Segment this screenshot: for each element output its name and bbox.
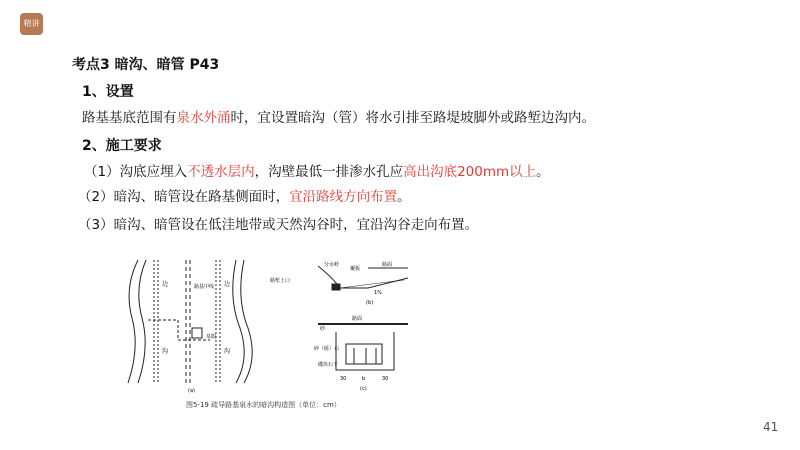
text: 。 [397, 189, 411, 205]
fig-label-sub-b: (b) [366, 300, 374, 306]
figure-caption: 图5-19 疏导路基泉水的暗沟构造图（单位：cm） [186, 401, 341, 409]
page-number: 41 [763, 420, 779, 434]
highlight-text: 泉水外涌 [176, 110, 231, 126]
fig-label-watershed: 分水岭 [324, 262, 340, 268]
fig-label-gou-2: 沟 [224, 348, 231, 355]
fig-label-slope: 1% [374, 290, 382, 296]
fig-label-cover-plate: 覆板 [350, 266, 361, 272]
requirement-item-2 [78, 185, 411, 205]
fig-label-crushed-stone: 碎（砾）石 [314, 346, 340, 352]
fig-label-sub-c: (c) [360, 386, 367, 392]
fig-label-roadbed-centerline: 路基中线 [194, 284, 215, 290]
paragraph-setup [82, 106, 595, 126]
figure-a-plan [128, 260, 252, 383]
fig-label-sub-a: (a) [188, 388, 195, 394]
highlight-text: 不透水层内 [187, 164, 255, 180]
figure-b-section [318, 266, 408, 290]
requirement-item-1 [84, 160, 550, 180]
text: ，沟壁最低一排渗水孔应 [254, 164, 404, 180]
text: （2）暗沟、暗管设在路基侧面时， [78, 189, 290, 205]
requirement-item-3: （3）暗沟、暗管设在低洼地带或天然沟谷时，宜沿沟谷走向布置。 [78, 217, 479, 233]
drainage-figure [118, 258, 438, 398]
badge: 精讲 [20, 13, 43, 35]
text: 时，宜设置暗沟（管）将水引排至路堤坡脚外或路堑边沟内。 [230, 110, 595, 126]
section-title-requirements: 2、施工要求 [82, 138, 162, 154]
fig-label-dim-2: b [362, 376, 366, 382]
fig-label-gou-1: 沟 [162, 348, 169, 355]
fig-label-sand: 砂 [320, 326, 326, 332]
fig-label-spring: 泉眼 [206, 334, 217, 340]
fig-label-road-surface-c: 路面 [352, 316, 363, 322]
fig-label-cut-top: 路堑上口 [270, 278, 291, 284]
text: （1）沟底应埋入 [84, 164, 188, 180]
highlight-text: 宜沿路线方向布置 [289, 189, 398, 205]
text: 。 [536, 164, 550, 180]
fig-label-dim-3: 30 [382, 376, 389, 382]
text: 路基基底范围有 [82, 110, 177, 126]
fig-label-dim-1: 30 [340, 376, 347, 382]
section-title-setup: 1、设置 [82, 84, 134, 100]
highlight-text: 高出沟底200mm以上 [403, 164, 537, 180]
page-title: 考点3 暗沟、暗管 P43 [72, 57, 220, 73]
fig-label-road-surface-b: 路面 [382, 262, 393, 268]
fig-label-dry-stone: 碟块石干 [318, 362, 339, 368]
fig-label-bian-1: 边 [162, 281, 169, 288]
fig-label-bian-2: 边 [224, 281, 231, 288]
